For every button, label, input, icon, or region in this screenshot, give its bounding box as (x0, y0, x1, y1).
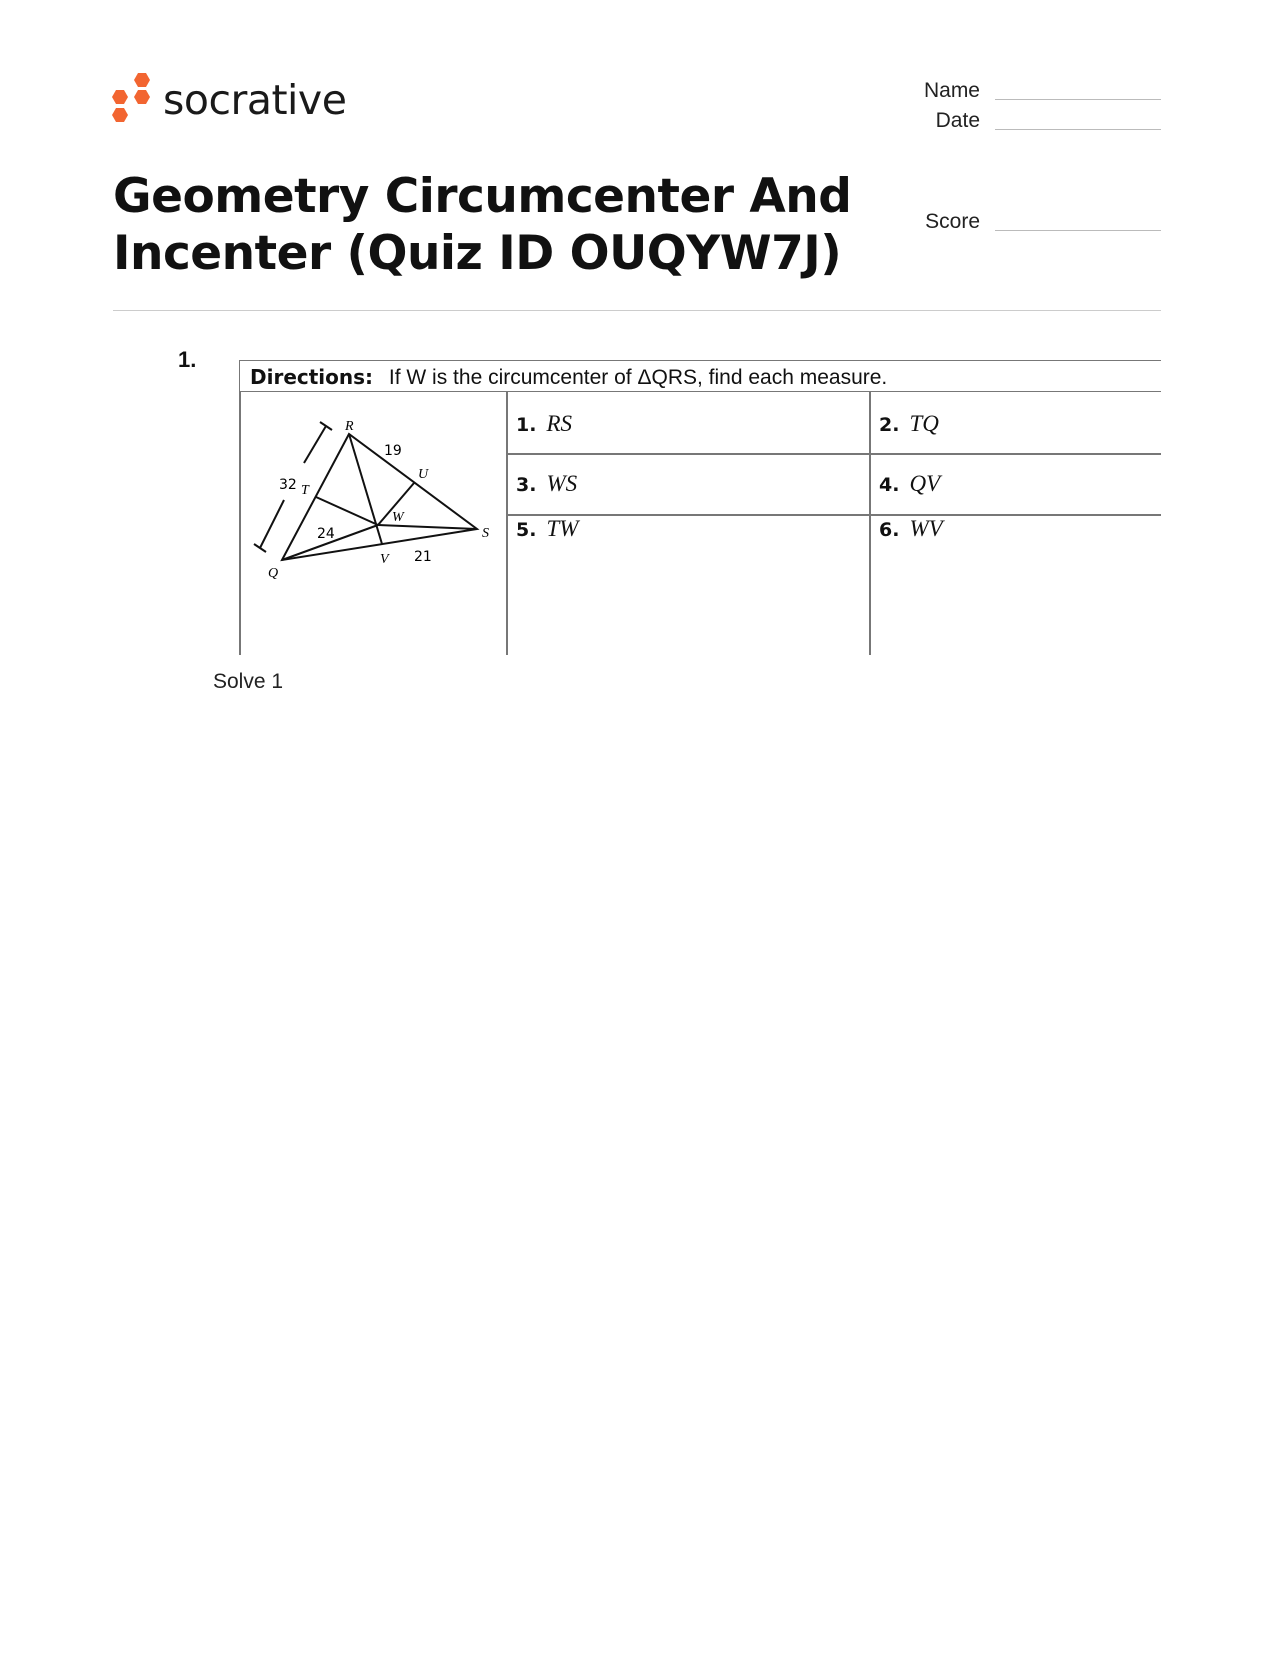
brand-name: socrative (163, 76, 347, 124)
score-label: Score (925, 210, 980, 233)
score-line (995, 230, 1161, 231)
item-5: 5. TW (516, 516, 579, 541)
question-number: 1. (178, 347, 197, 372)
directions-text: If W is the circumcenter of ΔQRS, find each measure. (388, 366, 888, 389)
directions-label: Directions: (250, 365, 374, 389)
table-row-divider (506, 514, 1161, 516)
item-1: 1. RS (516, 411, 573, 436)
vertex-r-label: R (345, 419, 354, 434)
vertex-q-label: Q (268, 566, 279, 581)
point-t-label: T (301, 483, 309, 498)
measure-19: 19 (384, 443, 402, 459)
measure-21: 21 (414, 549, 432, 565)
item-6: 6. WV (879, 516, 943, 541)
question-prompt: Solve 1 (213, 670, 284, 693)
triangle-figure (0, 0, 520, 600)
page-title: Geometry Circumcenter And Incenter (Quiz ID OUQYW7J) (113, 169, 852, 281)
date-label: Date (935, 109, 980, 132)
point-v-label: V (380, 552, 389, 567)
table-row-divider (506, 453, 1161, 455)
point-u-label: U (418, 467, 429, 482)
item-3: 3. WS (516, 471, 578, 496)
item-2: 2. TQ (879, 411, 939, 436)
name-label: Name (923, 79, 980, 102)
date-line (995, 129, 1161, 130)
table-col-divider (869, 392, 871, 655)
item-4: 4. QV (879, 471, 941, 496)
name-line (995, 99, 1161, 100)
point-w-label: W (392, 510, 404, 525)
vertex-s-label: S (482, 526, 489, 541)
measure-24: 24 (317, 526, 335, 542)
measure-32: 32 (279, 477, 297, 493)
